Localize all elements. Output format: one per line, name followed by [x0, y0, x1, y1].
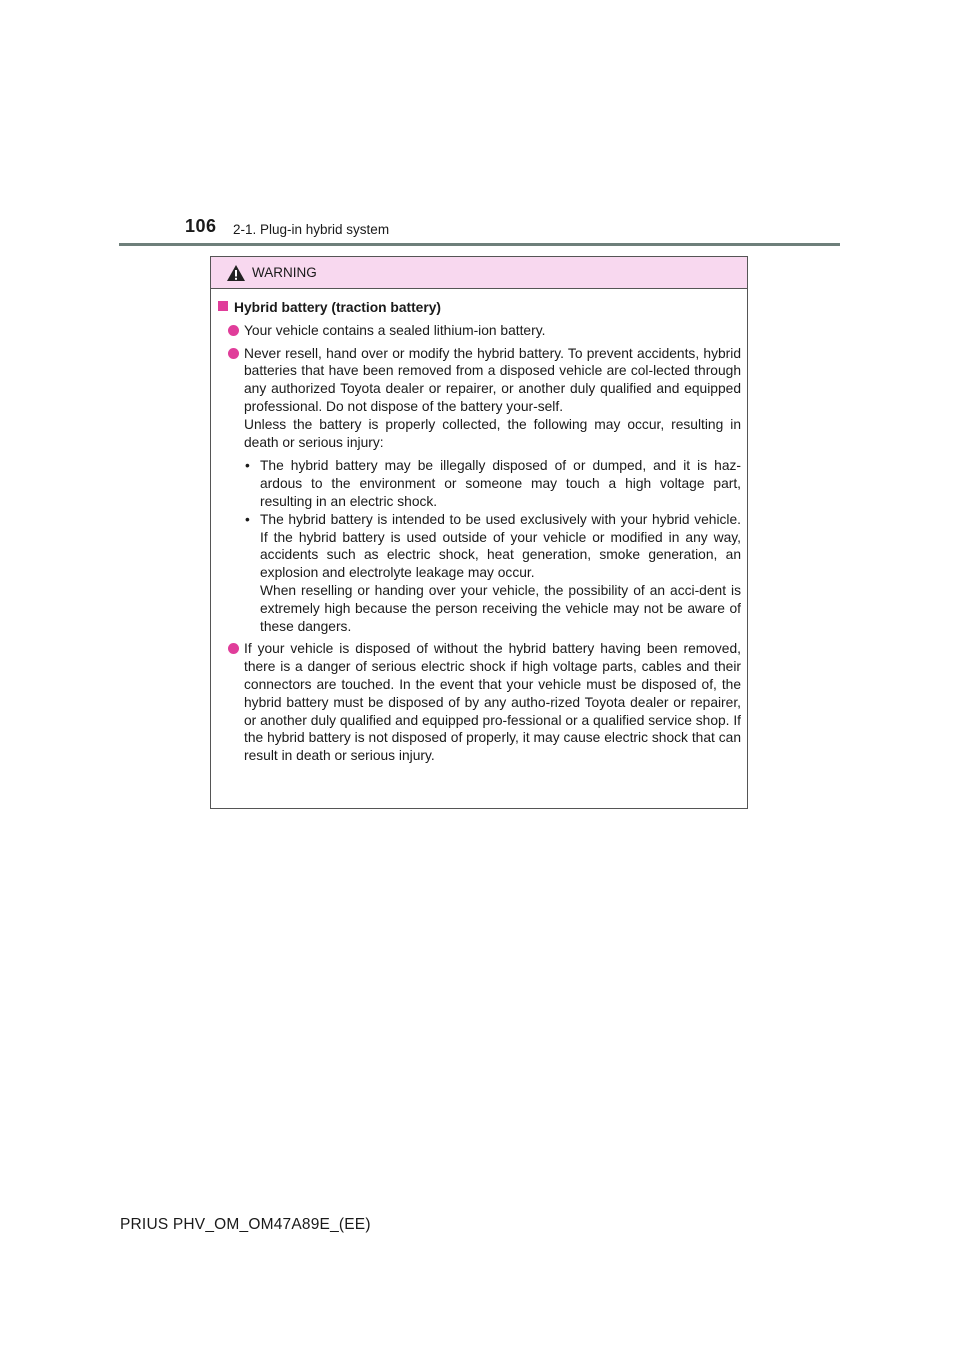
sublist — [244, 457, 741, 635]
circle-bullet-icon — [228, 643, 239, 654]
circle-bullet-icon — [228, 348, 239, 359]
section-title: 2-1. Plug-in hybrid system — [233, 222, 390, 237]
list-item — [217, 322, 741, 340]
warning-triangle-icon — [226, 264, 246, 282]
subitem-text — [260, 457, 741, 510]
subitem-paragraph: The hybrid battery may be illegally disposed of or dumped, and it is haz-ardous to the environment or someone may touch a high voltage part, resulting in an electric shock. — [260, 458, 741, 509]
square-bullet-icon — [218, 301, 228, 311]
item-text — [244, 640, 741, 765]
page-number: 106 — [185, 216, 217, 236]
item-paragraph: If your vehicle is disposed of without the hybrid battery having been removed, there is a danger of serious electric shock if high voltage parts, cables and their connectors are touched. In the event that your vehicle must be disposed of, the hybrid battery must be disposed of by any autho-rized Toyota dealer or repairer, or another duly qualified and equipped pro-fessional or a qualified service shop. If the hybrid battery is not disposed of properly, it may cause electric shock that can result in death or serious injury. — [244, 641, 742, 764]
item-paragraph: Unless the battery is properly collected, the following may occur, resulting in death or serious injury: — [244, 416, 741, 450]
warning-heading-text: Hybrid battery (traction battery) — [234, 300, 441, 315]
item-text — [244, 345, 741, 636]
warning-header — [211, 257, 747, 289]
subitem-paragraph: When reselling or handing over your vehicle, the possibility of an acci-dent is extremely high because the person receiving the vehicle may not be aware of these dangers. — [260, 582, 741, 634]
item-paragraph: Never resell, hand over or modify the hybrid battery. To prevent accidents, hybrid batteries that have been removed from a disposed vehicle are col-lected through any authorized Toyota dealer or repairer, or another duly qualified and equipped professional. Do not dispose of the battery your-self. — [244, 345, 741, 414]
warning-heading — [217, 299, 741, 317]
sublist-item — [244, 457, 741, 510]
list-item — [217, 345, 741, 636]
list-item — [217, 640, 741, 765]
warning-box — [210, 256, 748, 809]
sublist-item — [244, 511, 741, 636]
warning-label: WARNING — [252, 265, 317, 280]
warning-body — [211, 289, 747, 765]
header-rule — [119, 243, 840, 246]
circle-bullet-icon — [228, 325, 239, 336]
bullet-dot-icon: • — [245, 511, 250, 527]
item-paragraph: Your vehicle contains a sealed lithium-ion battery. — [244, 322, 546, 338]
subitem-text — [260, 511, 741, 636]
bullet-dot-icon: • — [245, 458, 250, 474]
subitem-paragraph: The hybrid battery is intended to be used exclusively with your hybrid vehicle. If the hybrid battery is used outside of your vehicle or modified in any way, accidents such as electric shock, heat generation, smoke generation, an explosion and electrolyte leakage may occur. — [260, 511, 741, 581]
item-text — [244, 322, 741, 340]
document-code: PRIUS PHV_OM_OM47A89E_(EE) — [120, 1216, 371, 1233]
